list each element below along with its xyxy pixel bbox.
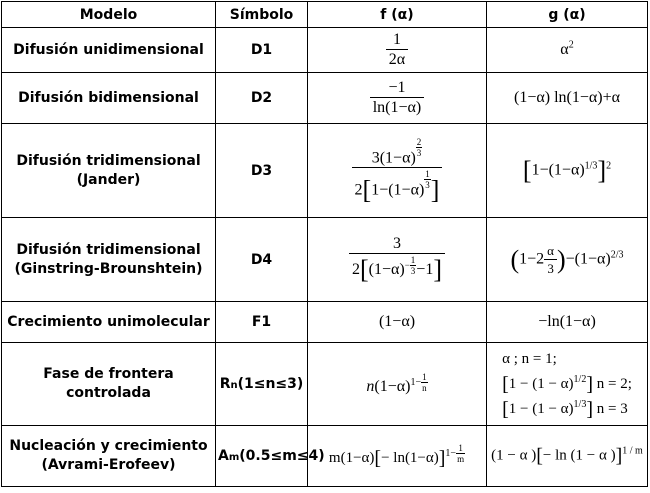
header-symbol: Símbolo [216,2,308,28]
model-symbol: D3 [216,124,308,218]
table-row [2,124,648,218]
f-formula: $\frac{1}{2\alpha}$ [308,28,487,73]
header-f: f (α) [308,2,487,28]
header-row [2,2,648,28]
g-formula: $\alpha^2$ [487,28,648,73]
model-name: Difusión unidimensional [2,28,216,73]
model-name: Difusión tridimensional (Jander) [2,124,216,218]
table-row [2,28,648,73]
table-row [2,302,648,343]
model-name: Nucleación y crecimiento (Avrami-Erofeev) [2,426,216,487]
f-formula: $m(1-\alpha)[- \ln(1-\alpha)]^{1- \frac{1}{m}}$ [308,426,487,487]
table-row [2,343,648,426]
model-name: Crecimiento unimolecular [2,302,216,343]
f-formula: (1−α) [308,302,487,343]
g-formula: −ln(1−α) [487,302,648,343]
model-name: Difusión bidimensional [2,73,216,124]
model-symbol: D1 [216,28,308,73]
model-name: Difusión tridimensional (Ginstring-Brounshtein) [2,218,216,302]
f-formula: $n(1-\alpha)^{1- \frac{1}{n}}$ [308,343,487,426]
model-symbol: D4 [216,218,308,302]
table-row [2,73,648,124]
model-name: Fase de frontera controlada [2,343,216,426]
g-formula: (1−2 $\frac{\alpha}{3}$ )$-(1-\alpha)^{2/3}$ [487,218,648,302]
g-formula: (1 − α )[− ln (1 − α )]$^{1 / m}$ [487,426,648,487]
f-formula: $\frac{-1}{\ln(1-\alpha)}$ [308,73,487,124]
table-row [2,218,648,302]
model-symbol: F1 [216,302,308,343]
table-row [2,426,648,487]
model-symbol: D2 [216,73,308,124]
f-formula: 3(1−α) $\frac{2}{3}$ 2[1−(1−α) $\frac{1}{3}$ ] [308,124,487,218]
kinetic-models-table [1,1,648,487]
model-symbol: Am(0.5≤m≤4) [216,426,308,487]
g-formula: $[1-(1-\alpha)^{1/3}]^2$ [487,124,648,218]
header-model: Modelo [2,2,216,28]
header-g: g (α) [487,2,648,28]
g-formula: α ; n = 1; $[1 - (1 - \alpha)^{1/2}]$ n = 2; $[1 - (1 - \alpha)^{1/3}]$ n = 3 [487,343,648,426]
model-symbol: Rn(1≤n≤3) [216,343,308,426]
g-formula: (1−α) ln(1−α)+α [487,73,648,124]
f-formula: 3 $2[(1-\alpha)^{- \frac{1}{3}}$ −1] [308,218,487,302]
